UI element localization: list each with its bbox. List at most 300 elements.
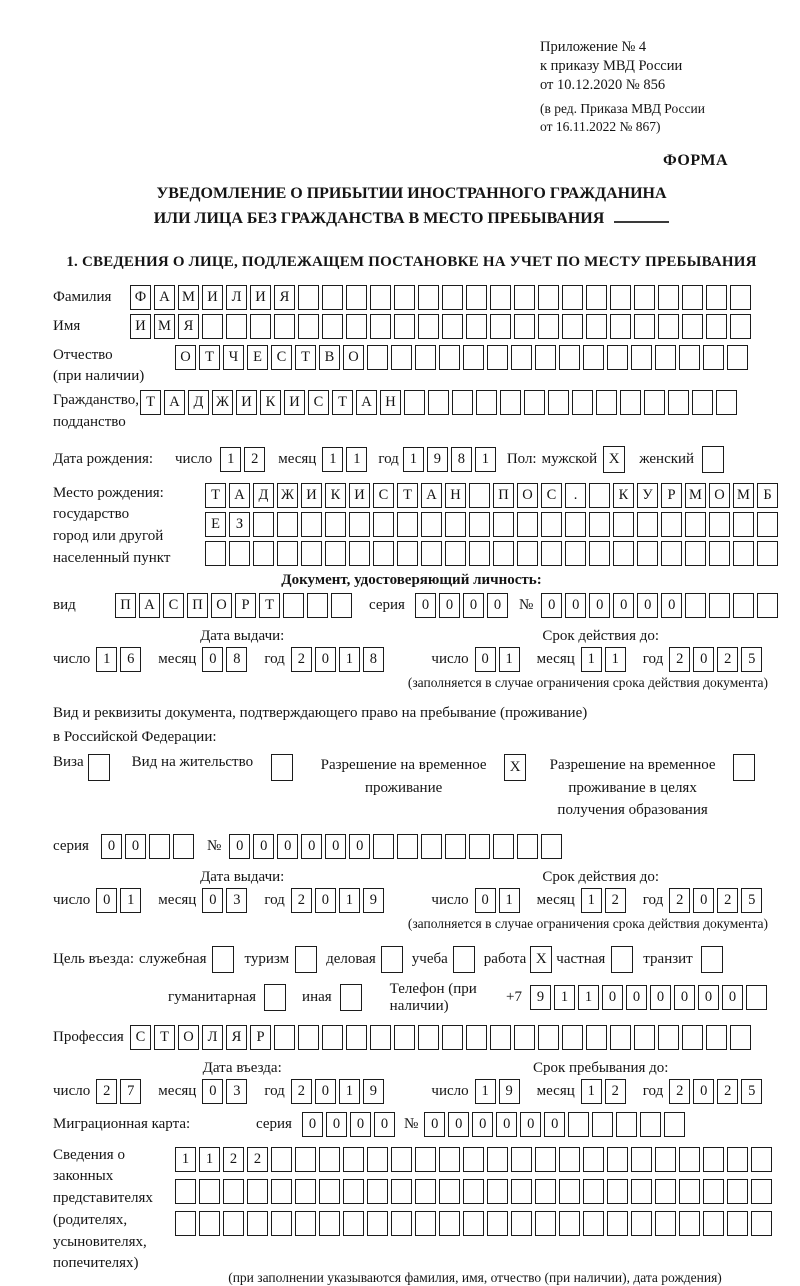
char-cell[interactable]: 2 [291,888,312,913]
char-cell[interactable]: О [178,1025,199,1050]
char-cell[interactable] [301,512,322,537]
char-cell[interactable] [370,1025,391,1050]
char-cell[interactable] [274,314,295,339]
char-cell[interactable]: Т [332,390,353,415]
char-cell[interactable]: 2 [669,1079,690,1104]
char-cell[interactable] [487,345,508,370]
char-cell[interactable] [634,1025,655,1050]
char-cell[interactable]: 0 [202,1079,223,1104]
char-cell[interactable] [613,512,634,537]
char-cell[interactable]: 8 [363,647,384,672]
residence-permit-checkbox[interactable] [271,754,293,781]
char-cell[interactable] [394,314,415,339]
char-cell[interactable] [709,593,730,618]
purpose-transit-checkbox[interactable] [701,946,723,973]
char-cell[interactable]: 3 [226,888,247,913]
char-cell[interactable]: П [115,593,136,618]
char-cell[interactable]: А [229,483,250,508]
char-cell[interactable] [476,390,497,415]
char-cell[interactable]: И [236,390,257,415]
char-cell[interactable] [661,541,682,566]
char-cell[interactable] [325,512,346,537]
char-cell[interactable] [319,1147,340,1172]
char-cell[interactable] [514,314,535,339]
char-cell[interactable]: И [202,285,223,310]
char-cell[interactable]: Ч [223,345,244,370]
char-cell[interactable] [463,1147,484,1172]
char-cell[interactable] [568,1112,589,1137]
char-cell[interactable]: 9 [427,447,448,472]
char-cell[interactable]: 0 [374,1112,395,1137]
char-cell[interactable]: 0 [589,593,610,618]
char-cell[interactable]: 0 [475,647,496,672]
char-cell[interactable]: А [421,483,442,508]
char-cell[interactable] [250,314,271,339]
char-cell[interactable] [175,1211,196,1236]
char-cell[interactable] [727,1147,748,1172]
char-cell[interactable]: 0 [315,647,336,672]
char-cell[interactable] [173,834,194,859]
char-cell[interactable]: 1 [175,1147,196,1172]
char-cell[interactable]: М [733,483,754,508]
char-cell[interactable]: 0 [637,593,658,618]
char-cell[interactable]: 0 [544,1112,565,1137]
char-cell[interactable]: Е [247,345,268,370]
purpose-tourism-checkbox[interactable] [295,946,317,973]
char-cell[interactable] [655,345,676,370]
char-cell[interactable] [493,541,514,566]
char-cell[interactable] [565,512,586,537]
char-cell[interactable] [325,541,346,566]
char-cell[interactable] [610,285,631,310]
char-cell[interactable]: 0 [349,834,370,859]
char-cell[interactable] [757,512,778,537]
char-cell[interactable] [319,1179,340,1204]
char-cell[interactable]: П [187,593,208,618]
char-cell[interactable] [428,390,449,415]
char-cell[interactable]: 0 [277,834,298,859]
char-cell[interactable]: 1 [339,647,360,672]
char-cell[interactable] [487,1147,508,1172]
char-cell[interactable]: 1 [499,647,520,672]
char-cell[interactable]: 0 [698,985,719,1010]
char-cell[interactable] [490,314,511,339]
char-cell[interactable]: 1 [475,1079,496,1104]
char-cell[interactable] [439,1147,460,1172]
char-cell[interactable] [706,314,727,339]
char-cell[interactable] [493,834,514,859]
char-cell[interactable] [226,314,247,339]
char-cell[interactable] [445,512,466,537]
char-cell[interactable]: 1 [578,985,599,1010]
char-cell[interactable]: И [349,483,370,508]
char-cell[interactable] [535,1147,556,1172]
char-cell[interactable] [658,285,679,310]
char-cell[interactable]: У [637,483,658,508]
char-cell[interactable] [668,390,689,415]
char-cell[interactable]: О [709,483,730,508]
char-cell[interactable]: 0 [125,834,146,859]
char-cell[interactable]: Н [380,390,401,415]
char-cell[interactable] [391,345,412,370]
char-cell[interactable] [727,1179,748,1204]
char-cell[interactable]: 0 [350,1112,371,1137]
char-cell[interactable] [541,541,562,566]
char-cell[interactable] [751,1179,772,1204]
sex-male-checkbox[interactable]: X [603,446,625,473]
char-cell[interactable] [565,541,586,566]
char-cell[interactable] [439,345,460,370]
char-cell[interactable]: Л [202,1025,223,1050]
char-cell[interactable] [283,593,304,618]
char-cell[interactable] [469,512,490,537]
char-cell[interactable] [391,1211,412,1236]
char-cell[interactable] [679,1179,700,1204]
char-cell[interactable]: 1 [339,1079,360,1104]
char-cell[interactable] [583,1211,604,1236]
char-cell[interactable]: Я [274,285,295,310]
char-cell[interactable]: 0 [626,985,647,1010]
char-cell[interactable] [295,1211,316,1236]
char-cell[interactable] [511,1147,532,1172]
char-cell[interactable] [640,1112,661,1137]
char-cell[interactable] [586,285,607,310]
char-cell[interactable]: 0 [253,834,274,859]
char-cell[interactable]: 1 [96,647,117,672]
sex-female-checkbox[interactable] [702,446,724,473]
char-cell[interactable] [610,314,631,339]
char-cell[interactable] [298,314,319,339]
char-cell[interactable] [562,1025,583,1050]
char-cell[interactable] [703,1179,724,1204]
char-cell[interactable] [394,285,415,310]
char-cell[interactable] [421,541,442,566]
char-cell[interactable] [367,1179,388,1204]
char-cell[interactable] [463,1211,484,1236]
char-cell[interactable] [658,1025,679,1050]
char-cell[interactable] [322,1025,343,1050]
char-cell[interactable] [538,285,559,310]
char-cell[interactable] [343,1179,364,1204]
temp-residence-education-checkbox[interactable] [733,754,755,781]
char-cell[interactable] [271,1211,292,1236]
char-cell[interactable] [661,512,682,537]
char-cell[interactable] [442,285,463,310]
char-cell[interactable]: З [229,512,250,537]
char-cell[interactable]: 2 [717,1079,738,1104]
char-cell[interactable]: Т [295,345,316,370]
char-cell[interactable]: 2 [291,1079,312,1104]
char-cell[interactable]: 1 [220,447,241,472]
char-cell[interactable] [349,541,370,566]
char-cell[interactable]: Р [250,1025,271,1050]
char-cell[interactable] [469,483,490,508]
char-cell[interactable]: 1 [120,888,141,913]
char-cell[interactable] [589,541,610,566]
char-cell[interactable] [277,541,298,566]
char-cell[interactable]: 2 [717,888,738,913]
char-cell[interactable] [343,1211,364,1236]
char-cell[interactable]: 1 [605,647,626,672]
char-cell[interactable]: О [211,593,232,618]
char-cell[interactable] [394,1025,415,1050]
char-cell[interactable]: 0 [613,593,634,618]
char-cell[interactable]: 0 [693,888,714,913]
char-cell[interactable] [223,1211,244,1236]
char-cell[interactable]: 0 [325,834,346,859]
char-cell[interactable]: 0 [96,888,117,913]
char-cell[interactable] [298,1025,319,1050]
char-cell[interactable]: 0 [101,834,122,859]
char-cell[interactable] [685,541,706,566]
char-cell[interactable] [716,390,737,415]
char-cell[interactable] [685,512,706,537]
char-cell[interactable]: . [565,483,586,508]
char-cell[interactable]: К [613,483,634,508]
char-cell[interactable]: 0 [326,1112,347,1137]
char-cell[interactable] [538,314,559,339]
char-cell[interactable] [415,1179,436,1204]
char-cell[interactable] [274,1025,295,1050]
char-cell[interactable] [631,1179,652,1204]
char-cell[interactable]: А [164,390,185,415]
char-cell[interactable] [757,541,778,566]
char-cell[interactable] [583,1179,604,1204]
char-cell[interactable] [439,1179,460,1204]
char-cell[interactable]: Р [235,593,256,618]
char-cell[interactable] [733,512,754,537]
char-cell[interactable] [703,1211,724,1236]
visa-checkbox[interactable] [88,754,110,781]
char-cell[interactable] [655,1211,676,1236]
char-cell[interactable] [500,390,521,415]
char-cell[interactable]: 0 [448,1112,469,1137]
char-cell[interactable] [490,285,511,310]
char-cell[interactable] [541,834,562,859]
char-cell[interactable]: М [685,483,706,508]
char-cell[interactable]: 9 [530,985,551,1010]
char-cell[interactable] [517,541,538,566]
char-cell[interactable] [616,1112,637,1137]
char-cell[interactable] [469,834,490,859]
char-cell[interactable]: Я [226,1025,247,1050]
char-cell[interactable]: 0 [496,1112,517,1137]
char-cell[interactable] [559,345,580,370]
char-cell[interactable] [331,593,352,618]
char-cell[interactable] [346,314,367,339]
char-cell[interactable]: В [319,345,340,370]
char-cell[interactable]: 0 [415,593,436,618]
char-cell[interactable] [682,314,703,339]
char-cell[interactable] [658,314,679,339]
purpose-other-checkbox[interactable] [340,984,362,1011]
char-cell[interactable] [199,1179,220,1204]
char-cell[interactable]: 8 [451,447,472,472]
temp-residence-checkbox[interactable]: X [504,754,526,781]
char-cell[interactable]: И [301,483,322,508]
char-cell[interactable]: М [154,314,175,339]
char-cell[interactable]: 0 [463,593,484,618]
char-cell[interactable] [277,512,298,537]
char-cell[interactable] [634,314,655,339]
char-cell[interactable]: 8 [226,647,247,672]
char-cell[interactable] [548,390,569,415]
char-cell[interactable]: 0 [202,888,223,913]
char-cell[interactable] [370,314,391,339]
char-cell[interactable] [757,593,778,618]
purpose-official-checkbox[interactable] [212,946,234,973]
char-cell[interactable] [685,593,706,618]
char-cell[interactable] [349,512,370,537]
char-cell[interactable] [706,1025,727,1050]
char-cell[interactable] [490,1025,511,1050]
char-cell[interactable] [730,1025,751,1050]
char-cell[interactable]: 2 [605,888,626,913]
char-cell[interactable] [538,1025,559,1050]
char-cell[interactable]: С [541,483,562,508]
char-cell[interactable] [559,1179,580,1204]
char-cell[interactable]: 0 [424,1112,445,1137]
char-cell[interactable]: С [373,483,394,508]
char-cell[interactable] [620,390,641,415]
char-cell[interactable] [655,1147,676,1172]
char-cell[interactable]: 1 [581,1079,602,1104]
char-cell[interactable] [709,541,730,566]
char-cell[interactable]: А [154,285,175,310]
char-cell[interactable] [511,1179,532,1204]
char-cell[interactable]: С [308,390,329,415]
char-cell[interactable] [583,345,604,370]
char-cell[interactable] [682,285,703,310]
char-cell[interactable] [466,1025,487,1050]
char-cell[interactable] [404,390,425,415]
char-cell[interactable] [452,390,473,415]
char-cell[interactable] [373,834,394,859]
char-cell[interactable] [415,1211,436,1236]
char-cell[interactable] [346,1025,367,1050]
char-cell[interactable] [631,345,652,370]
char-cell[interactable] [637,512,658,537]
char-cell[interactable] [589,512,610,537]
char-cell[interactable] [703,345,724,370]
char-cell[interactable] [703,1147,724,1172]
char-cell[interactable] [445,541,466,566]
char-cell[interactable]: 0 [301,834,322,859]
char-cell[interactable] [367,1147,388,1172]
char-cell[interactable] [592,1112,613,1137]
char-cell[interactable] [631,1211,652,1236]
char-cell[interactable]: Р [661,483,682,508]
char-cell[interactable] [367,1211,388,1236]
char-cell[interactable] [301,541,322,566]
char-cell[interactable] [421,834,442,859]
char-cell[interactable]: 9 [363,1079,384,1104]
char-cell[interactable] [562,285,583,310]
char-cell[interactable]: 0 [487,593,508,618]
char-cell[interactable] [511,1211,532,1236]
char-cell[interactable] [418,314,439,339]
purpose-humanitarian-checkbox[interactable] [264,984,286,1011]
char-cell[interactable]: 0 [472,1112,493,1137]
char-cell[interactable] [664,1112,685,1137]
char-cell[interactable] [751,1147,772,1172]
char-cell[interactable]: 2 [244,447,265,472]
char-cell[interactable]: Ж [277,483,298,508]
char-cell[interactable] [202,314,223,339]
char-cell[interactable]: 7 [120,1079,141,1104]
char-cell[interactable]: 1 [339,888,360,913]
char-cell[interactable] [679,345,700,370]
char-cell[interactable]: 2 [96,1079,117,1104]
char-cell[interactable] [271,1147,292,1172]
char-cell[interactable]: О [517,483,538,508]
char-cell[interactable] [295,1147,316,1172]
char-cell[interactable] [307,593,328,618]
char-cell[interactable] [442,1025,463,1050]
char-cell[interactable]: 9 [363,888,384,913]
char-cell[interactable]: 1 [403,447,424,472]
char-cell[interactable]: Е [205,512,226,537]
char-cell[interactable] [391,1147,412,1172]
char-cell[interactable] [418,1025,439,1050]
char-cell[interactable] [637,541,658,566]
char-cell[interactable]: 2 [605,1079,626,1104]
char-cell[interactable] [370,285,391,310]
char-cell[interactable] [493,512,514,537]
char-cell[interactable] [223,1179,244,1204]
char-cell[interactable]: Л [226,285,247,310]
char-cell[interactable]: Т [140,390,161,415]
char-cell[interactable]: 2 [669,647,690,672]
char-cell[interactable] [397,512,418,537]
char-cell[interactable]: 0 [315,1079,336,1104]
char-cell[interactable]: К [325,483,346,508]
char-cell[interactable]: И [284,390,305,415]
char-cell[interactable] [535,345,556,370]
char-cell[interactable]: 0 [229,834,250,859]
char-cell[interactable] [607,1211,628,1236]
char-cell[interactable]: О [343,345,364,370]
char-cell[interactable] [631,1147,652,1172]
char-cell[interactable]: 1 [346,447,367,472]
char-cell[interactable] [644,390,665,415]
purpose-study-checkbox[interactable] [453,946,475,973]
char-cell[interactable] [607,1147,628,1172]
purpose-business-checkbox[interactable] [381,946,403,973]
char-cell[interactable] [682,1025,703,1050]
char-cell[interactable] [517,512,538,537]
char-cell[interactable] [541,512,562,537]
char-cell[interactable]: С [163,593,184,618]
char-cell[interactable]: 2 [223,1147,244,1172]
char-cell[interactable] [559,1147,580,1172]
char-cell[interactable]: А [356,390,377,415]
char-cell[interactable]: Т [199,345,220,370]
char-cell[interactable] [247,1179,268,1204]
char-cell[interactable]: М [178,285,199,310]
char-cell[interactable]: 0 [520,1112,541,1137]
char-cell[interactable] [199,1211,220,1236]
char-cell[interactable]: К [260,390,281,415]
char-cell[interactable]: 1 [475,447,496,472]
char-cell[interactable]: 1 [554,985,575,1010]
char-cell[interactable]: 0 [302,1112,323,1137]
char-cell[interactable] [253,512,274,537]
char-cell[interactable]: 1 [199,1147,220,1172]
char-cell[interactable] [709,512,730,537]
char-cell[interactable] [596,390,617,415]
char-cell[interactable]: Д [253,483,274,508]
